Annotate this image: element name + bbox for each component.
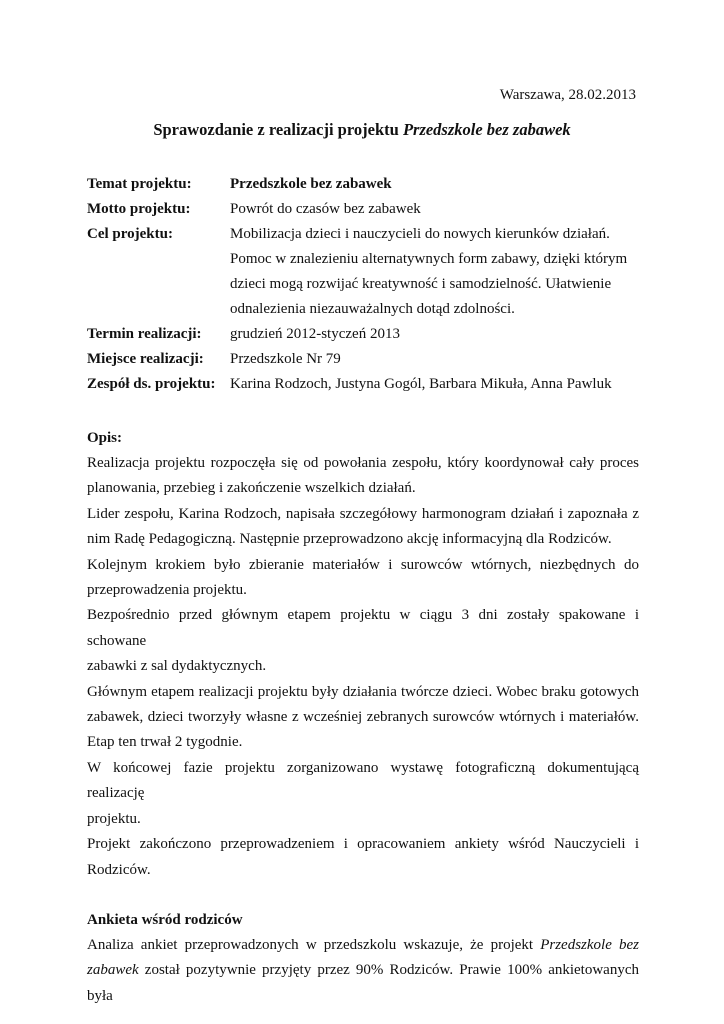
- text-line: Kolejnym krokiem było zbieranie materiałów i surowców wtórnych, niezbędnych do: [87, 556, 639, 573]
- text-line: Realizacja projektu rozpoczęła się od powołania zespołu, który koordynował cały proces: [87, 455, 639, 471]
- motto-row: [87, 197, 639, 222]
- opis-heading: Opis:: [87, 430, 123, 446]
- cel-line: Pomoc w znalezieniu alternatywnych form zabawy, dzięki którym: [230, 251, 628, 267]
- document-date: Warszawa, 28.02.2013: [499, 87, 636, 103]
- text-line: przeprowadzenia projektu.: [87, 582, 247, 599]
- zespol-value: Karina Rodzoch, Justyna Gogól, Barbara Mikuła, Anna Pawluk: [230, 376, 612, 392]
- text-line: Bezpośrednio przed głównym etapem projektu w ciągu 3 dni zostały spakowane i schowane: [87, 607, 639, 649]
- text-line: nim Radę Pedagogiczną. Następnie przeprowadzono akcję informacyjną dla Rodziców.: [87, 531, 612, 548]
- text-line: zabawki z sal dydaktycznych.: [87, 658, 267, 675]
- cel-line: Mobilizacja dzieci i nauczycieli do nowych kierunków działań.: [230, 226, 610, 242]
- opis-paragraph-1: [87, 451, 639, 502]
- cel-line: dzieci mogą rozwijać kreatywność i samodzielność. Ułatwienie: [230, 276, 612, 292]
- opis-paragraph-4: [87, 603, 639, 679]
- cel-label: Cel projektu:: [87, 226, 173, 242]
- ankieta-heading: Ankieta wśród rodziców: [87, 911, 243, 928]
- section-spacer: [87, 883, 639, 908]
- motto-label: Motto projektu:: [87, 201, 191, 217]
- ankieta-project-name: Przedszkole bez: [540, 936, 639, 953]
- zespol-row: [87, 372, 639, 397]
- text-line: [87, 958, 639, 1009]
- text-line: projektu.: [87, 810, 141, 827]
- project-details: [87, 172, 639, 397]
- ankieta-project-name: zabawek: [87, 962, 139, 979]
- opis-paragraph-6: [87, 756, 639, 832]
- text-line: Projekt zakończono przeprowadzeniem i opracowaniem ankiety wśród Nauczycieli i: [87, 836, 639, 853]
- text-line: Rodziców.: [87, 861, 151, 878]
- document-title: [0, 120, 724, 140]
- opis-paragraph-2: [87, 502, 639, 553]
- temat-label: Temat projektu:: [87, 176, 192, 192]
- ankieta-paragraph: [87, 933, 639, 1009]
- cel-line: odnalezienia niezauważalnych dotąd zdolności.: [230, 301, 515, 317]
- ankieta-text: został pozytywnie przyjęty przez 90% Rodziców. Prawie 100% ankietowanych była: [87, 962, 639, 1004]
- miejsce-row: [87, 347, 639, 372]
- cel-row: [87, 222, 639, 322]
- temat-row: [87, 172, 639, 197]
- motto-value: Powrót do czasów bez zabawek: [230, 201, 421, 217]
- ankieta-text: Analiza ankiet przeprowadzonych w przedszkolu wskazuje, że projekt: [87, 936, 541, 953]
- zespol-label: Zespół ds. projektu:: [87, 376, 216, 392]
- text-line: Etap ten trwał 2 tygodnie.: [87, 734, 243, 751]
- termin-label: Termin realizacji:: [87, 326, 202, 342]
- text-line: zabawek, dzieci tworzyły własne z wcześniej zebranych surowców wtórnych i materiałów.: [87, 709, 639, 726]
- opis-paragraph-5: [87, 680, 639, 756]
- termin-row: [87, 322, 639, 347]
- opis-paragraph-3: [87, 553, 639, 604]
- text-line: Lider zespołu, Karina Rodzoch, napisała szczegółowy harmonogram działań i zapoznała z: [87, 505, 639, 522]
- text-line: W końcowej fazie projektu zorganizowano wystawę fotograficzną dokumentującą realizację: [87, 759, 639, 802]
- cel-value: [230, 222, 639, 322]
- miejsce-value: Przedszkole Nr 79: [230, 351, 341, 367]
- opis-paragraph-7: [87, 832, 639, 883]
- text-line: Głównym etapem realizacji projektu były działania twórcze dzieci. Wobec braku gotowych: [87, 683, 639, 700]
- temat-value: Przedszkole bez zabawek: [230, 176, 392, 192]
- text-line: [87, 933, 639, 958]
- text-line: planowania, przebieg i zakończenie wszelkich działań.: [87, 480, 416, 497]
- document-body: [87, 426, 639, 1009]
- title-prefix: Sprawozdanie z realizacji projektu: [153, 120, 403, 139]
- title-project-name: Przedszkole bez zabawek: [402, 120, 571, 139]
- termin-value: grudzień 2012-styczeń 2013: [230, 326, 400, 342]
- miejsce-label: Miejsce realizacji:: [87, 351, 204, 367]
